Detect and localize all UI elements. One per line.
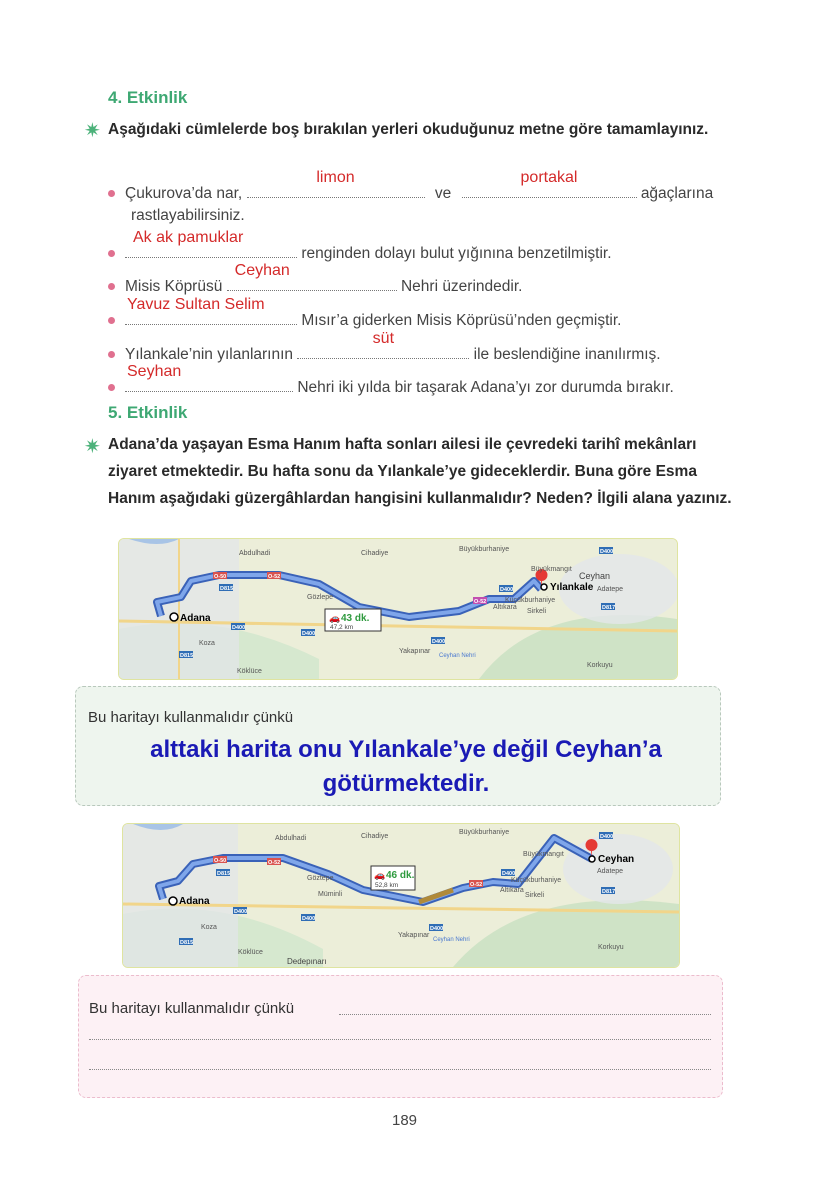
- car-icon: 🚗: [374, 870, 386, 880]
- origin-marker-icon: [169, 897, 177, 905]
- activity-5-instruction: Adana’da yaşayan Esma Hanım hafta sonları ailesi ile çevredeki tarihî mekânları ziyaret etmektedir. Bu hafta sonu da Yılankale’ye gideceklerdir. Buna göre Esma Hanım aşağıdaki güzergâhlardan hangisini kullanmalıdır? Neden? İlgili alana yazınız.: [108, 436, 732, 507]
- bullet-dot: [108, 250, 115, 257]
- item-text: Nehri üzerindedir.: [400, 278, 523, 295]
- place-label: Cihadiye: [361, 833, 389, 840]
- place-label: Abdulhadi: [275, 835, 307, 842]
- blank-field[interactable]: [227, 262, 397, 291]
- place-label: Köklüce: [237, 668, 262, 675]
- handwritten-answer: Ak ak pamuklar: [133, 229, 244, 246]
- road-badge: O-52: [470, 882, 483, 888]
- star-bullet-icon: ✷: [84, 436, 101, 458]
- answer-line[interactable]: [339, 1014, 711, 1015]
- handwritten-answer: Ceyhan: [234, 262, 290, 279]
- route-duration: 43 dk.: [341, 613, 370, 624]
- item-text: renginden dolayı bulut yığınına benzetilmiştir.: [301, 245, 612, 262]
- road-badge: D817: [602, 605, 616, 611]
- star-bullet-icon: ✷: [84, 120, 101, 142]
- answer-box-1: [75, 686, 721, 806]
- bullet-dot: [108, 384, 115, 391]
- handwritten-answer[interactable]: alttaki harita onu Yılankale’ye değil Ceyhan’a götürmektedir.: [150, 736, 662, 797]
- place-label: Küçükburhaniye: [505, 597, 556, 604]
- fill-item-2: [108, 229, 612, 263]
- item-text: Yılankale’nin yılanlarının: [125, 346, 294, 363]
- answer-box-2: [78, 975, 723, 1098]
- place-label: Ceyhan: [579, 571, 611, 581]
- answer-prompt: Bu haritayı kullanmalıdır çünkü: [89, 1000, 295, 1017]
- place-label: Koza: [199, 640, 215, 647]
- road-badge: O-50: [214, 858, 227, 864]
- handwritten-answer: limon: [316, 169, 355, 186]
- handwritten-answer: Yavuz Sultan Selim: [127, 296, 265, 313]
- place-label: Korkuyu: [587, 662, 613, 669]
- road-badge: D400: [232, 625, 246, 631]
- road-badge: D400: [600, 834, 614, 840]
- activity-4-instruction: Aşağıdaki cümlelerde boş bırakılan yerleri okuduğunuz metne göre tamamlayınız.: [108, 121, 709, 138]
- road-badge: D817: [602, 889, 616, 895]
- road-badge: D400: [430, 926, 444, 932]
- place-label: Küçükburhaniye: [511, 877, 562, 884]
- route-map-ceyhan: [122, 823, 680, 968]
- road-badge: O-50: [214, 574, 227, 580]
- fill-item-1: [108, 169, 714, 203]
- handwritten-answer: Seyhan: [127, 363, 182, 380]
- bullet-dot: [108, 283, 115, 290]
- item-text: rastlayabilirsiniz.: [131, 207, 245, 224]
- road-badge: D400: [302, 631, 316, 637]
- blank-field[interactable]: [297, 330, 469, 359]
- place-label: Abdulhadi: [239, 550, 271, 557]
- place-label: Gözlepe: [307, 594, 334, 601]
- place-label: Sirkeli: [527, 608, 547, 615]
- item-text: Çukurova’da nar,: [125, 185, 243, 202]
- fill-item-3: [108, 262, 523, 296]
- fill-item-4: [108, 296, 622, 330]
- item-text: ağaçlarına: [640, 185, 714, 202]
- road-badge: D400: [600, 549, 614, 555]
- place-label: Koza: [201, 924, 217, 931]
- river-label: Ceyhan Nehri: [439, 653, 476, 659]
- fill-item-6: [108, 363, 674, 397]
- item-text: ile beslendiğine inanılırmış.: [473, 346, 661, 363]
- answer-prompt: Bu haritayı kullanmalıdır çünkü: [88, 709, 294, 726]
- place-label: Altıkara: [493, 604, 517, 611]
- route-distance: 52,8 km: [375, 882, 399, 889]
- page-number: 189: [392, 1112, 418, 1129]
- road-badge: O-52: [268, 860, 281, 866]
- item-text: Mısır’a giderken Misis Köprüsü’nden geçmiştir.: [301, 312, 622, 329]
- origin-label: Adana: [179, 896, 210, 907]
- place-label: Büyükmangıt: [523, 851, 564, 858]
- place-label: Büyükmangıt: [531, 566, 572, 573]
- road-badge: D815: [180, 653, 194, 659]
- blank-field[interactable]: [462, 169, 637, 198]
- place-label: Yakapınar: [398, 932, 430, 939]
- item-text: ve: [434, 185, 452, 202]
- place-label: Göztepe: [307, 875, 334, 882]
- place-label: Adatepe: [597, 586, 624, 593]
- handwritten-answer: süt: [372, 330, 395, 347]
- destination-label: Yılankale: [550, 582, 594, 593]
- origin-label: Adana: [180, 613, 211, 624]
- destination-label: Ceyhan: [598, 854, 635, 865]
- route-map-yilankale: [118, 538, 678, 680]
- road-badge: O-52: [268, 574, 281, 580]
- river-label: Ceyhan Nehri: [433, 937, 470, 943]
- place-label: Köklüce: [238, 949, 263, 956]
- car-icon: 🚗: [329, 613, 341, 623]
- handwritten-answer: portakal: [520, 169, 578, 186]
- item-text: Misis Köprüsü: [125, 278, 223, 295]
- answer-line[interactable]: [89, 1039, 711, 1040]
- origin-marker-icon: [170, 613, 178, 621]
- place-label: Yakapınar: [399, 648, 431, 655]
- bullet-dot: [108, 190, 115, 197]
- place-label: Sirkeli: [525, 892, 545, 899]
- activity-5-title: 5. Etkinlik: [108, 403, 188, 422]
- road-badge: D400: [502, 871, 516, 877]
- place-label: Dedepınarı: [287, 957, 327, 966]
- place-label: Büyükburhaniye: [459, 829, 510, 836]
- bullet-dot: [108, 351, 115, 358]
- road-badge: D815: [180, 940, 194, 946]
- road-badge: D815: [220, 586, 234, 592]
- bullet-dot: [108, 317, 115, 324]
- route-duration: 46 dk.: [386, 870, 415, 881]
- activity-4-title: 4. Etkinlik: [108, 88, 188, 107]
- fill-item-5: [108, 330, 661, 364]
- place-label: Cihadiye: [361, 550, 389, 557]
- blank-field[interactable]: [125, 229, 297, 258]
- road-badge: D815: [217, 871, 231, 877]
- road-badge: D400: [302, 916, 316, 922]
- place-label: Korkuyu: [598, 944, 624, 951]
- road-badge: D400: [234, 909, 248, 915]
- blank-field[interactable]: [125, 296, 297, 325]
- road-badge: D400: [432, 639, 446, 645]
- place-label: Altıkara: [500, 887, 524, 894]
- blank-field[interactable]: [125, 363, 293, 392]
- place-label: Adatepe: [597, 868, 624, 875]
- place-label: Müminli: [318, 891, 343, 898]
- road-badge: D400: [500, 587, 514, 593]
- place-label: Büyükburhaniye: [459, 546, 510, 553]
- answer-line[interactable]: [89, 1069, 711, 1070]
- road-badge: O-52: [474, 599, 487, 605]
- blank-field[interactable]: [247, 169, 425, 198]
- item-text: Nehri iki yılda bir taşarak Adana’yı zor durumda bırakır.: [297, 379, 674, 396]
- route-distance: 47,2 km: [330, 624, 354, 631]
